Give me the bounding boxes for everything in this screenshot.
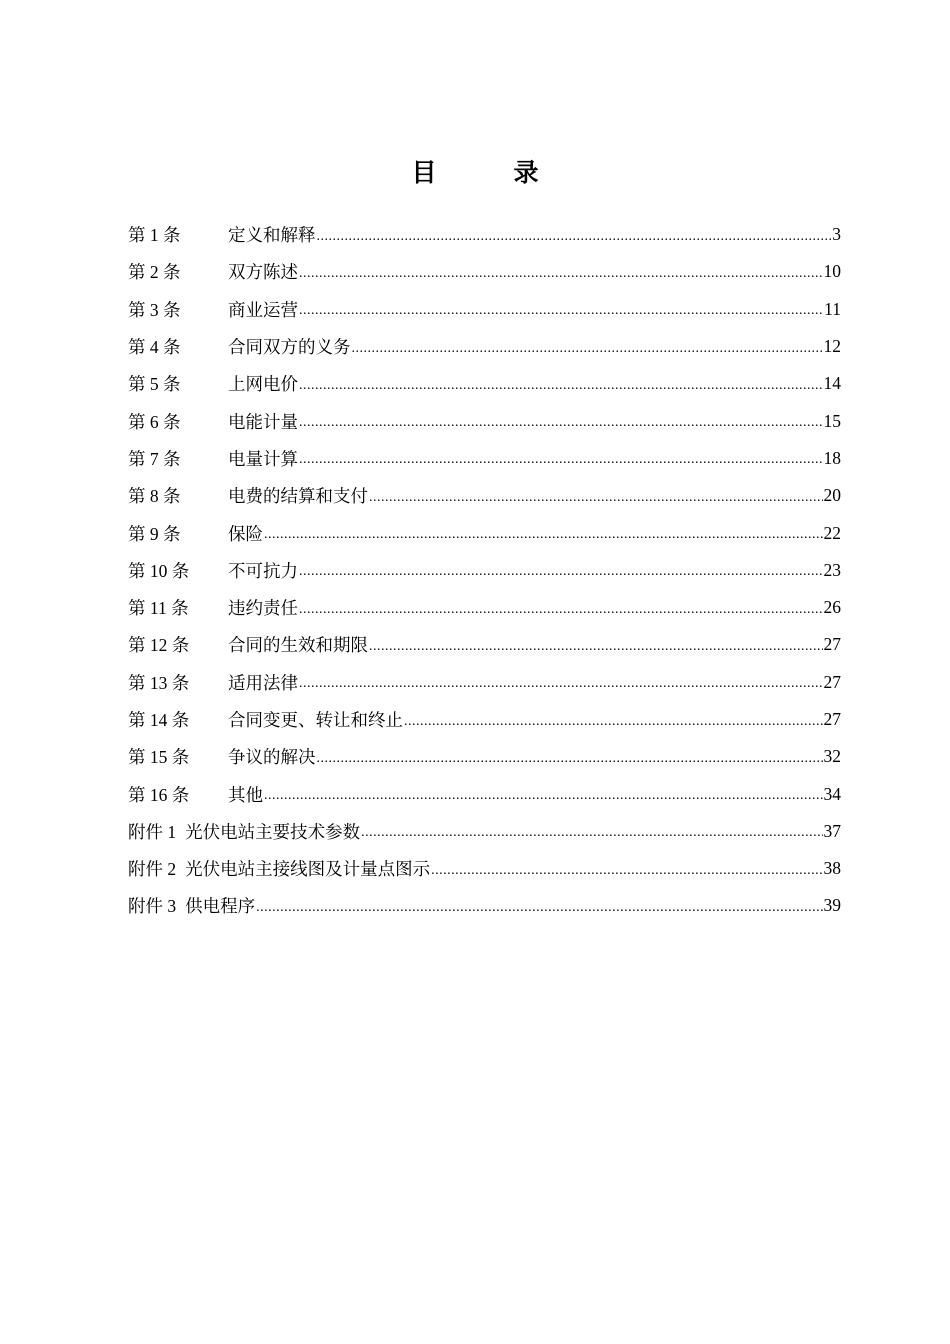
toc-entry-title: 合同变更、转让和终止: [228, 710, 403, 730]
toc-entry-appendix-1[interactable]: [128, 813, 841, 850]
toc-entry-page: 3: [832, 224, 841, 245]
page-title: 目 录: [411, 160, 565, 187]
toc-dot-leader: [317, 229, 832, 245]
toc-entry-title: 合同双方的义务: [228, 337, 351, 358]
toc-entry-title: 上网电价: [228, 374, 298, 395]
toc-entry-page: 27: [823, 671, 841, 692]
toc-entry-article-10[interactable]: [128, 552, 841, 589]
toc-entry-title: 争议的解决: [228, 747, 316, 768]
toc-entry-title: 电能计量: [228, 411, 298, 432]
toc-entry-article-3[interactable]: [128, 291, 841, 328]
toc-entry-page: 18: [823, 447, 841, 468]
toc-entry-title: 定义和解释: [228, 225, 316, 246]
toc-entry-number: 第 16 条: [128, 784, 190, 805]
toc-appendix-title: 供电程序: [185, 896, 256, 917]
toc-entry-article-7[interactable]: [128, 440, 841, 477]
toc-entry-article-12[interactable]: [128, 626, 841, 663]
toc-entry-article-2[interactable]: [128, 253, 841, 290]
toc-appendix-page: 39: [823, 895, 841, 916]
toc-entry-number: 第 6 条: [128, 411, 181, 432]
toc-dot-leader: [256, 900, 822, 916]
toc-appendix-number: 附件 2: [128, 859, 177, 880]
toc-entry-article-6[interactable]: [128, 402, 841, 439]
toc-entry-page: 27: [823, 709, 841, 729]
toc-appendix-page: 38: [823, 858, 841, 879]
toc-appendix-title: 光伏电站主要技术参数: [185, 821, 361, 842]
toc-entry-number: 第 14 条: [128, 710, 190, 730]
toc-entry-number: 第 9 条: [128, 523, 181, 544]
toc-dot-leader: [404, 714, 823, 730]
toc-dot-leader: [299, 415, 823, 431]
toc-entry-title: 电量计算: [228, 448, 298, 469]
toc-entry-title: 其他: [228, 784, 263, 805]
toc-dot-leader: [431, 863, 822, 879]
toc-entry-page: 20: [823, 485, 841, 506]
toc-entry-page: 15: [823, 410, 841, 431]
toc-entry-page: 26: [823, 597, 841, 618]
toc-entry-page: 14: [823, 373, 841, 394]
toc-dot-leader: [299, 452, 823, 468]
toc-dot-leader: [299, 303, 823, 319]
toc-dot-leader: [361, 825, 822, 841]
toc-entry-article-1[interactable]: [128, 216, 841, 253]
toc-entry-number: 第 1 条: [128, 225, 181, 246]
toc-dot-leader: [299, 378, 823, 394]
toc-entry-title: 不可抗力: [228, 560, 298, 581]
toc-entry-title: 电费的结算和支付: [228, 486, 368, 507]
toc-entry-page: 22: [823, 522, 841, 543]
toc-entry-page: 10: [823, 261, 841, 282]
toc-entry-appendix-3[interactable]: [128, 887, 841, 924]
toc-dot-leader: [369, 639, 823, 655]
toc-entry-title: 适用法律: [228, 672, 298, 693]
toc-entry-number: 第 5 条: [128, 374, 181, 395]
toc-entry-page: 11: [824, 298, 841, 319]
toc-appendix-page: 37: [823, 820, 841, 841]
toc-entry-number: 第 13 条: [128, 672, 190, 693]
toc-dot-leader: [299, 266, 823, 282]
toc-entry-article-5[interactable]: [128, 365, 841, 402]
toc-dot-leader: [369, 490, 823, 506]
toc-entry-article-13[interactable]: [128, 664, 841, 701]
toc-entry-title: 保险: [228, 523, 263, 544]
toc-dot-leader: [317, 751, 823, 767]
toc-appendix-title: 光伏电站主接线图及计量点图示: [185, 859, 431, 880]
toc-entry-title: 双方陈述: [228, 262, 298, 283]
toc-entry-title: 商业运营: [228, 299, 298, 320]
toc-dot-leader: [264, 527, 823, 543]
toc-entry-title: 合同的生效和期限: [228, 635, 368, 656]
toc-dot-leader: [264, 788, 823, 804]
toc-entry-number: 第 3 条: [128, 299, 181, 320]
toc-dot-leader: [299, 564, 823, 580]
toc-dot-leader: [299, 676, 823, 692]
table-of-contents: [128, 216, 841, 925]
toc-entry-number: 第 7 条: [128, 448, 181, 469]
toc-entry-number: 第 4 条: [128, 337, 181, 358]
toc-entry-number: 第 2 条: [128, 262, 181, 283]
toc-appendix-number: 附件 3: [128, 896, 177, 917]
toc-appendix-number: 附件 1: [128, 821, 177, 842]
toc-entry-page: 27: [823, 634, 841, 655]
toc-entry-number: 第 8 条: [128, 486, 181, 507]
toc-entry-article-4[interactable]: [128, 328, 841, 365]
toc-dot-leader: [299, 602, 823, 618]
toc-entry-article-15[interactable]: [128, 738, 841, 775]
toc-entry-article-16[interactable]: [128, 775, 841, 812]
toc-entry-number: 第 12 条: [128, 635, 190, 656]
toc-entry-title: 违约责任: [228, 598, 298, 619]
toc-entry-article-14[interactable]: [128, 701, 841, 738]
toc-dot-leader: [352, 341, 823, 357]
toc-entry-appendix-2[interactable]: [128, 850, 841, 887]
toc-entry-number: 第 15 条: [128, 747, 190, 768]
toc-entry-page: 34: [823, 783, 841, 804]
toc-entry-article-8[interactable]: [128, 477, 841, 514]
toc-entry-article-11[interactable]: [128, 589, 841, 626]
toc-entry-number: 第 10 条: [128, 560, 190, 581]
toc-entry-page: 12: [823, 336, 841, 357]
toc-entry-article-9[interactable]: [128, 514, 841, 551]
toc-entry-page: 23: [823, 559, 841, 580]
toc-entry-number: 第 11 条: [128, 598, 189, 619]
toc-entry-page: 32: [823, 746, 841, 767]
